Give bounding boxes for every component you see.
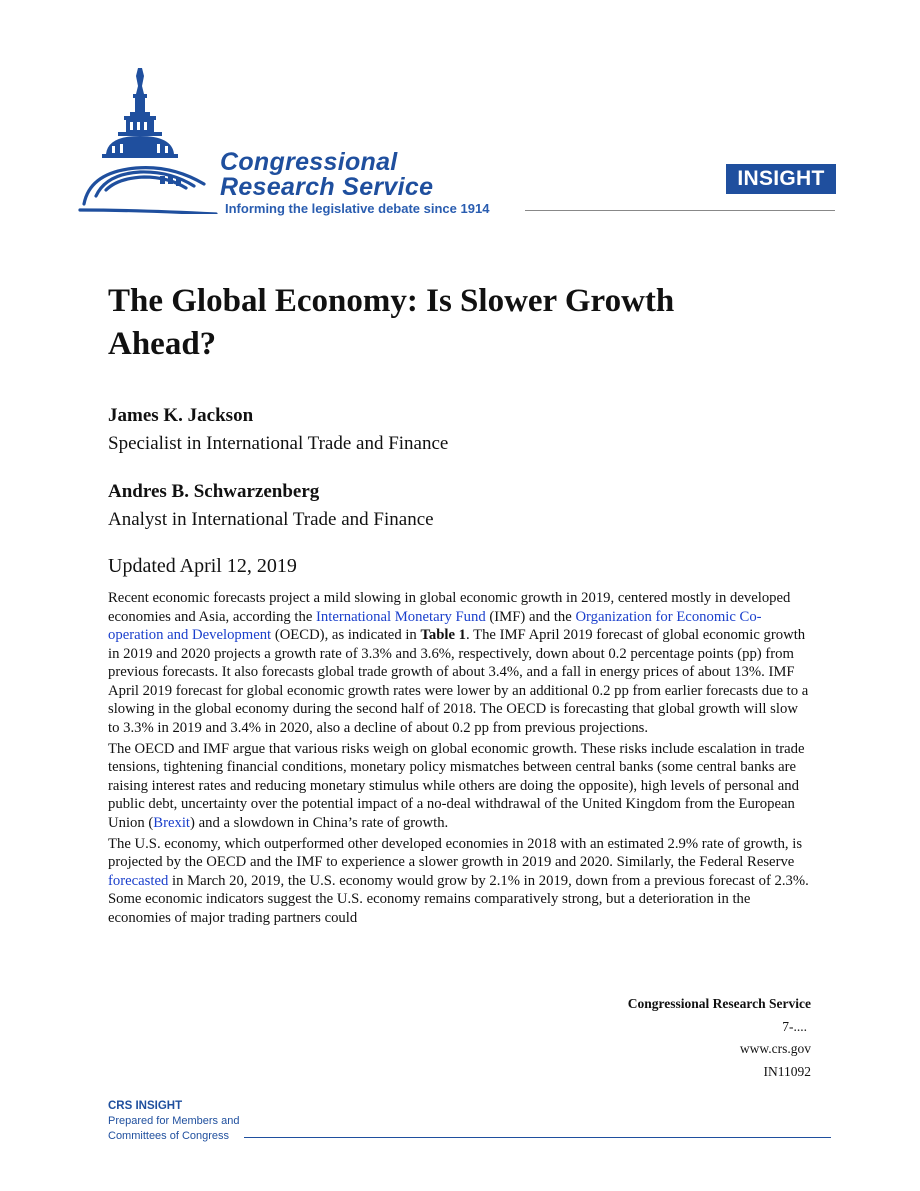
author-name: James K. Jackson (108, 405, 254, 426)
page-number: 7-.... (782, 1018, 807, 1034)
paragraph: Recent economic forecasts project a mild slowing in global economic growth in 2019, centered mostly in developed economies and Asia, according the International Monetary Fund (IMF) and the Organization for Economic Co-operation and Development (OECD), as indicated in Table 1. The IMF April 2019 forecast of global economic growth in 2019 and 2020 projects a growth rate of 3.3% and 3.6%, respectively, down about 0.2 percentage points (pp) from previous forecasts. It also forecasts global trade growth of about 3.4%, and a fall in energy prices of about 13%. IMF April 2019 forecast for global economic growth rates were lower by an additional 0.2 pp from earlier forecasts due to a slowing in the global economy during the second half of 2018. The OECD is forecasting that global growth will slow to 3.3% in 2019 and 3.4% in 2020, also a decline of about 0.2 pp from previous projections. (108, 590, 809, 736)
author-role: Specialist in International Trade and Finance (108, 433, 449, 454)
logo-line2: Research Service (220, 173, 434, 201)
paragraph: The U.S. economy, which outperformed other developed economies in 2018 with an estimated 2.9% rate of growth, is projected by the OECD and the IMF to experience a slower growth in 2019 and 2020. Similarly, the Federal Reserve forecasted in March 20, 2019, the U.S. economy would grow by 2.1% in 2019, down from a previous forecast of 2.3%. Some economic indicators suggest the U.S. economy remains comparatively strong, but a deterioration in the economies of major trading partners could (108, 835, 809, 926)
crs-insight-title: CRS INSIGHT (108, 1100, 183, 1112)
footer-site: www.crs.gov (739, 1041, 811, 1056)
body-text (108, 589, 811, 930)
capitol-dome-logo-icon (78, 64, 223, 214)
document-title: The Global Economy: Is Slower Growth Ahead? (108, 283, 675, 362)
bottom-divider (244, 1137, 831, 1138)
updated-date: Updated April 12, 2019 (108, 555, 297, 577)
paragraph: The OECD and IMF argue that various risks weigh on global economic growth. These risks include escalation in trade tensions, tightening financial conditions, monetary policy mismatches between central banks (some central banks are raising interest rates and reducing monetary stimulus while others are doing the opposite), high levels of personal and public debt, uncertainty over the potential impact of a no-deal withdrawal of the United Kingdom from the European Union (Brexit) and a slowdown in China’s rate of growth. (108, 740, 805, 831)
author-role: Analyst in International Trade and Finance (108, 509, 434, 530)
brexit-link[interactable]: Brexit (153, 814, 191, 831)
crs-insight-label (108, 1099, 239, 1144)
logo-tagline: Informing the legislative debate since 1914 (225, 201, 490, 216)
insight-badge: INSIGHT (726, 164, 836, 194)
header-divider (525, 210, 835, 211)
footer-org: Congressional Research Service (627, 996, 811, 1011)
crs-insight-line1: Prepared for Members and (108, 1115, 240, 1127)
report-id: IN11092 (763, 1063, 811, 1079)
oecd-link[interactable]: Organization for Economic Co-operation and Development (108, 608, 762, 643)
forecasted-link[interactable]: forecasted (108, 872, 169, 889)
author-name: Andres B. Schwarzenberg (108, 481, 320, 502)
crs-insight-line2: Committees of Congress (108, 1130, 230, 1142)
logo-line1: Congressional (220, 148, 398, 176)
page-footer (628, 993, 811, 1083)
table-reference: Table 1 (420, 627, 467, 643)
imf-link[interactable]: International Monetary Fund (316, 608, 486, 625)
